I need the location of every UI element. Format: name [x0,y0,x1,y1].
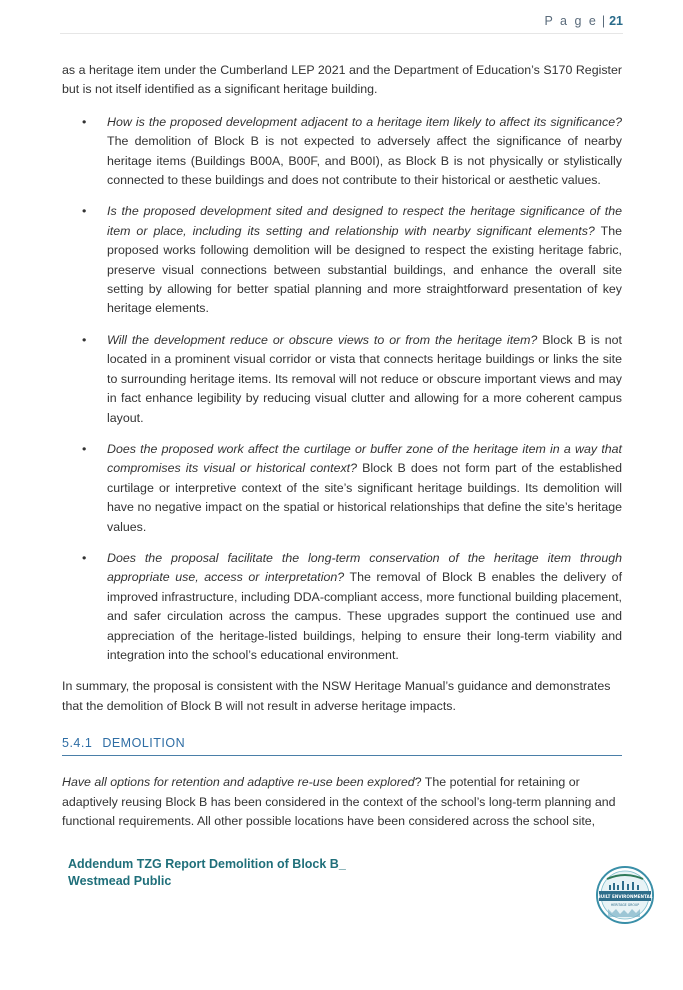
criteria-answer: The removal of Block B enables the delivery of improved infrastructure, including DDA-compliant access, more functional building placement, and safer circulation across the campus. These upgrades support the continued use and appreciation of the heritage-listed buildings, helping to ensure their long-term viability and integration into the school’s educational environment. [107,570,623,662]
section-heading [62,734,622,756]
criteria-answer: Block B is not located in a prominent visual corridor or vista that connects heritage buildings or links the site to surrounding heritage items. Its removal will not reduce or obscure important views and may in fact enhance legibility by reducing visual clutter and allowing for a more coherent campus layout. [107,332,622,425]
section-title: DEMOLITION [102,736,186,751]
footer-title-line-2: Westmead Public [68,874,172,888]
criteria-question: Is the proposed development sited and designed to respect the heritage significance of the item or place, including its setting and relationship with nearby significant elements? [107,204,622,238]
criteria-answer: The demolition of Block B is not expected to adversely affect the significance of nearby heritage items (Buildings B00A, B00F, and B00I), as Block B is not physically or stylistically connected to these buildings and does not contribute to their historical or aesthetic values. [107,134,622,188]
page-header [544,14,623,28]
list-item [62,331,622,428]
demolition-text: ? The potential for retaining or adaptively reusing Block B has been considered in the context of the school’s long-term planning and functional requirements. All other possible locations have been considered across the school site, [62,775,616,828]
criteria-question: Does the proposed work affect the curtilage or buffer zone of the heritage item in a way that compromises its visual or historical context? [107,441,622,476]
bullet-icon: • [82,441,87,456]
list-item [62,202,622,318]
footer [68,856,346,890]
page-number: 21 [609,14,623,28]
criteria-answer: The proposed works following demolition will be designed to respect the existing heritage fabric, preserve visual connections between substantial buildings, and enhance the overall site setting by allowing for better spatial planning and more straightforward presentation of key heritage elements. [107,223,622,316]
list-item [62,440,622,537]
demolition-question: Have all options for retention and adaptive re-use been explored [62,775,415,790]
list-item [62,113,622,191]
section-number: 5.4.1 [62,736,93,751]
summary-paragraph: In summary, the proposal is consistent with the NSW Heritage Manual’s guidance and demonstrates that the demolition of Block B will not result in adverse heritage impacts. [62,679,611,713]
page-separator: | [601,14,606,28]
criteria-question: How is the proposed development adjacent to a heritage item likely to affect its significance? [107,114,622,129]
intro-paragraph: as a heritage item under the Cumberland LEP 2021 and the Department of Education’s S170 Register but is not itself identified as a significant heritage building. [62,63,622,97]
page-label: P a g e [544,14,598,28]
logo-text-2: HERITAGE GROUP [610,903,640,907]
criteria-answer: Block B does not form part of the established curtilage or interpretive context of the site’s significant heritage buildings. Its demolition will have no negative impact on the spatial or historical relationships that define the site’s heritage values. [107,461,623,534]
page-content [62,61,622,831]
bullet-icon: • [82,550,87,565]
logo-text-1: BUILT ENVIRONMENTAL [597,894,653,899]
header-rule [60,33,623,34]
company-logo-icon [590,865,660,925]
demolition-paragraph [62,773,622,831]
bullet-icon: • [82,332,87,347]
criteria-question: Will the development reduce or obscure views to or from the heritage item? [107,332,538,347]
criteria-question: Does the proposal facilitate the long-term conservation of the heritage item through appropriate use, access or interpretation? [107,550,622,585]
bullet-icon: • [82,204,87,219]
list-item [62,549,622,665]
criteria-list [62,113,622,666]
bullet-icon: • [82,114,87,129]
footer-title-line-1: Addendum TZG Report Demolition of Block B_ [68,857,346,871]
